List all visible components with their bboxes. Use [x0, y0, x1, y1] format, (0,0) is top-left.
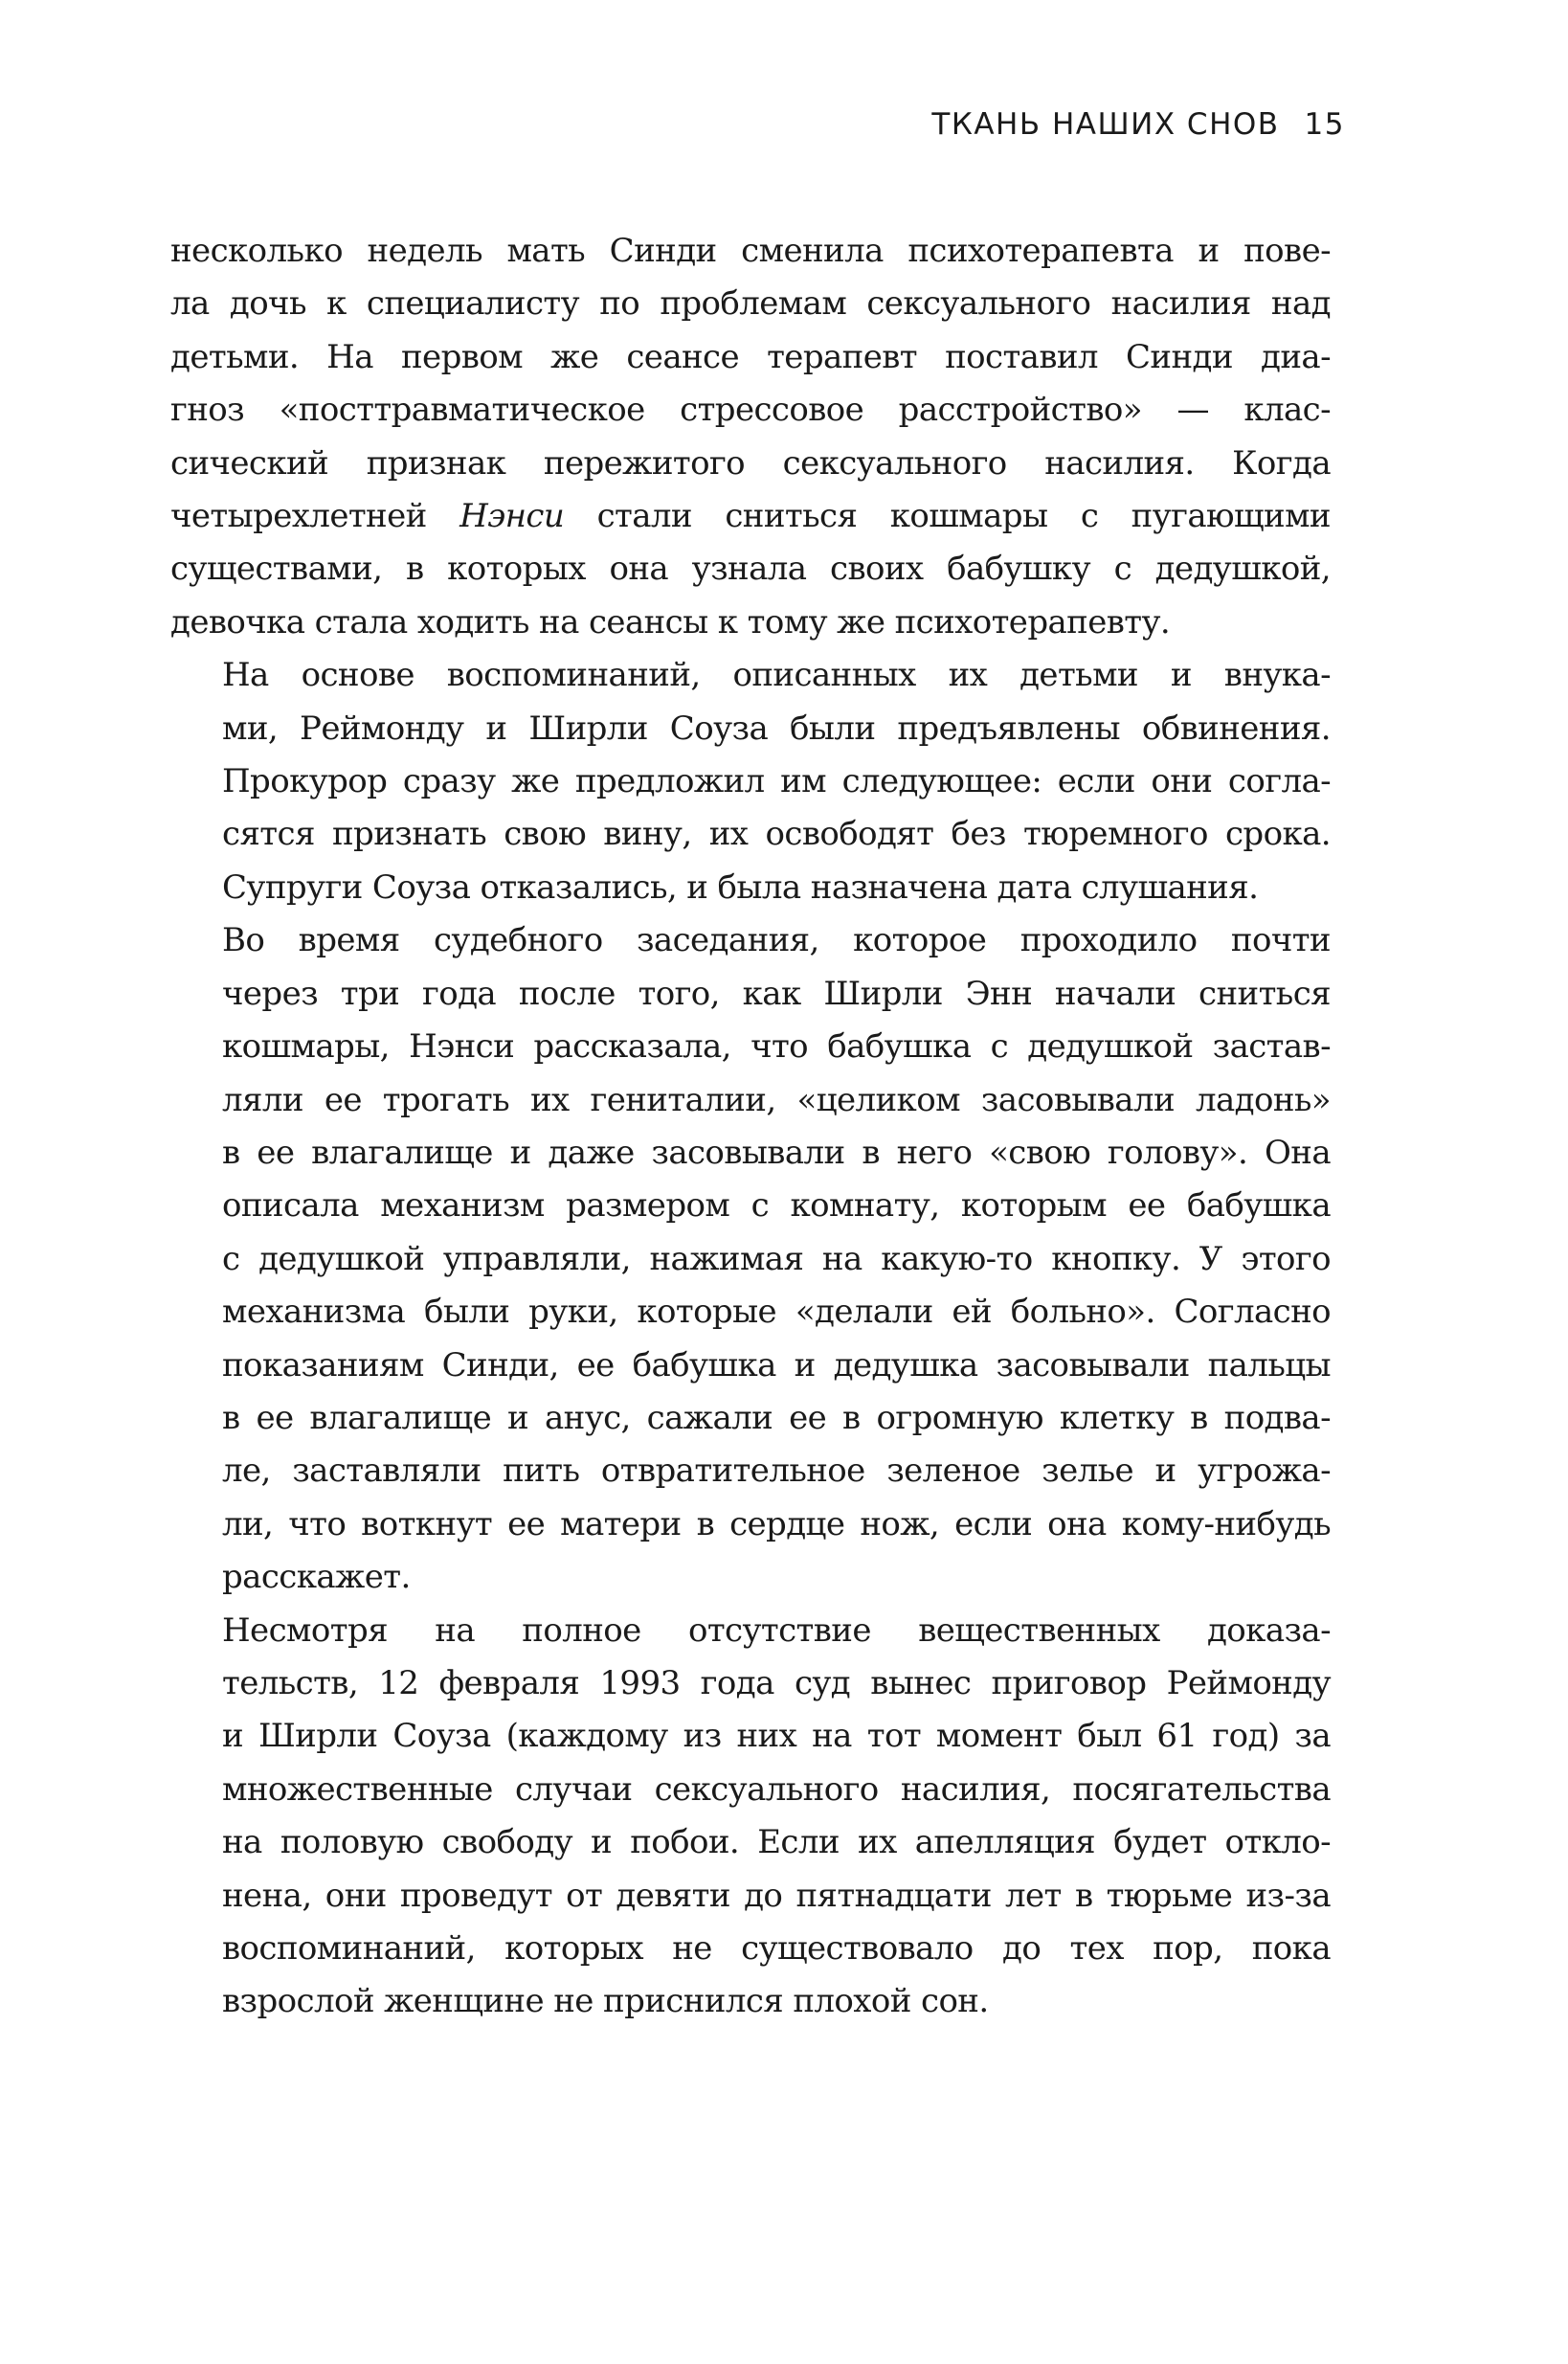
text-line: несколько недель мать Синди сменила психотерапевта и пове- [170, 232, 1331, 270]
text-line [170, 490, 1331, 543]
text-line: Во время судебного заседания, которое проходило почти [222, 921, 1331, 960]
text-line: нена, они проведут от девяти до пятнадцати лет в тюрьме из-за [222, 1876, 1331, 1915]
text-line: в ее влагалище и даже засовывали в него «свою голову». Она [222, 1133, 1331, 1172]
text-line: сятся признать свою вину, их освободят без тюремного срока. [222, 815, 1331, 854]
text-line: воспоминаний, которых не существовало до тех пор, пока [222, 1929, 1331, 1968]
text-line: описала механизм размером с комнату, которым ее бабушка [222, 1186, 1331, 1226]
text-line: существами, в которых она узнала своих бабушку с дедушкой, [170, 550, 1331, 589]
text-line: ли, что воткнут ее матери в сердце нож, если она кому-нибудь [222, 1504, 1331, 1543]
page-number: 15 [1304, 107, 1345, 142]
text-line: показаниям Синди, ее бабушка и дедушка засовывали пальцы [222, 1345, 1331, 1385]
text-segment: четырехлетней [170, 497, 460, 536]
text-line: ла дочь к специалисту по проблемам сексуального насилия над [170, 284, 1331, 324]
text-line: и Ширли Соуза (каждому из них на тот момент был 61 год) за [222, 1717, 1331, 1756]
body-text [170, 225, 1331, 2029]
text-line: Несмотря на полное отсутствие вещественных доказа- [222, 1610, 1331, 1650]
text-line: сический признак пережитого сексуального насилия. Когда [170, 443, 1331, 483]
paragraph-4 [170, 1605, 1331, 2029]
text-line: Прокурор сразу же предложил им следующее: если они согла- [222, 762, 1331, 801]
text-line: тельств, 12 февраля 1993 года суд вынес приговор Реймонду [222, 1663, 1331, 1702]
text-line: расскажет. [222, 1558, 411, 1597]
italic-name: Нэнси [459, 497, 565, 536]
text-line: На основе воспоминаний, описанных их детьми и внука- [222, 656, 1331, 695]
text-line: механизма были руки, которые «делали ей больно». Согласно [222, 1293, 1331, 1332]
text-line: девочка стала ходить на сеансы к тому же психотерапевту. [170, 602, 1171, 642]
text-line: ми, Реймонду и Ширли Соуза были предъявлены обвинения. [222, 709, 1331, 748]
text-line: через три года после того, как Ширли Энн начали сниться [222, 974, 1331, 1013]
text-line: ляли ее трогать их гениталии, «целиком засовывали ладонь» [222, 1080, 1331, 1119]
text-line: Супруги Соуза отказались, и была назначена дата слушания. [222, 867, 1259, 907]
text-line: детьми. На первом же сеансе терапевт поставил Синди диа- [170, 337, 1331, 376]
text-segment: стали сниться кошмары с пугающими [564, 497, 1331, 536]
paragraph-3 [170, 914, 1331, 1604]
text-line: множественные случаи сексуального насилия, посягательства [222, 1769, 1331, 1809]
running-head [931, 107, 1345, 142]
text-line: ле, заставляли пить отвратительное зеленое зелье и угрожа- [222, 1452, 1331, 1491]
paragraph-2 [170, 649, 1331, 914]
text-line: кошмары, Нэнси рассказала, что бабушка с дедушкой застав- [222, 1027, 1331, 1067]
text-line: гноз «посттравматическое стрессовое расстройство» — клас- [170, 391, 1331, 430]
text-line: в ее влагалище и анус, сажали ее в огромную клетку в подва- [222, 1398, 1331, 1437]
text-line: взрослой женщине не приснился плохой сон. [222, 1982, 989, 2021]
paragraph-1 [170, 225, 1331, 649]
text-line: на половую свободу и побои. Если их апелляция будет откло- [222, 1823, 1331, 1862]
text-line: с дедушкой управляли, нажимая на какую-то кнопку. У этого [222, 1239, 1331, 1278]
running-title: ТКАНЬ НАШИХ СНОВ [931, 107, 1280, 142]
